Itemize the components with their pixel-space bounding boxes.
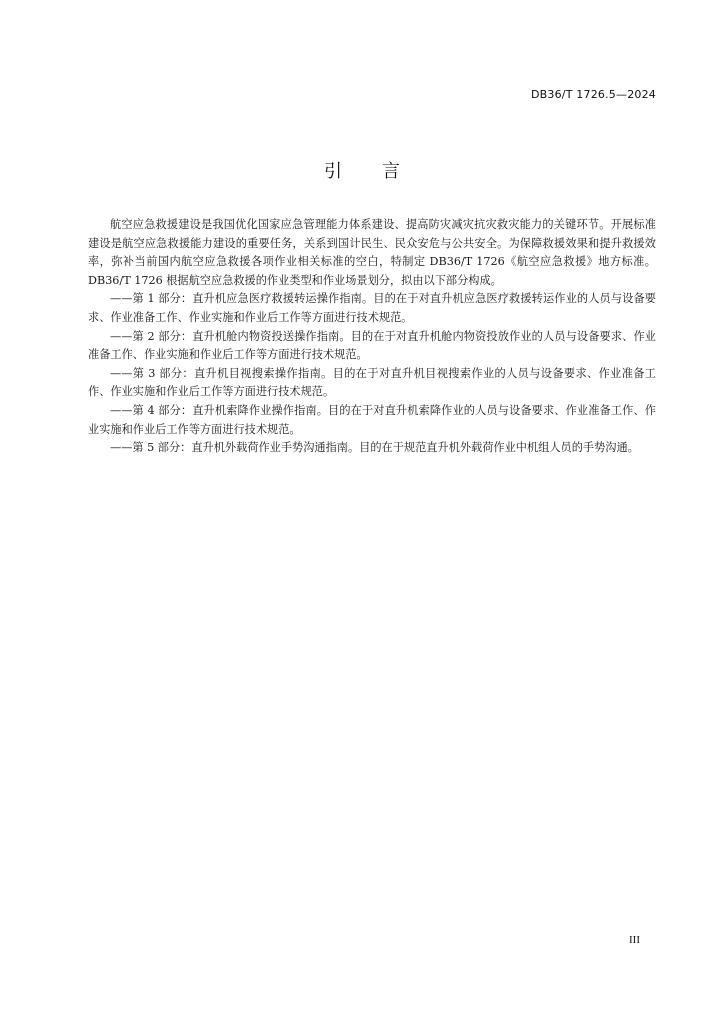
page-number: III (629, 934, 640, 946)
part-5-paragraph: ——第 5 部分：直升机外载荷作业手势沟通指南。目的在于规范直升机外载荷作业中机组人员的手势沟通。 (110, 441, 639, 455)
part-3-paragraph: ——第 3 部分：直升机目视搜索操作指南。目的在于对直升机目视搜索作业的人员与设备要求、作业准备工作、作业实施和作业后工作等方面进行技术规范。 (88, 366, 656, 399)
standard-code: DB36/T 1726.5—2024 (530, 88, 656, 101)
document-body (88, 216, 656, 458)
part-1-paragraph: ——第 1 部分：直升机应急医疗救援转运操作指南。目的在于对直升机应急医疗救援转运作业的人员与设备要求、作业准备工作、作业实施和作业后工作等方面进行技术规范。 (88, 292, 656, 324)
page-title: 引言 (324, 161, 440, 182)
part-4-paragraph: ——第 4 部分：直升机索降作业操作指南。目的在于对直升机索降作业的人员与设备要求、作业准备工作、作业实施和作业后工作等方面进行技术规范。 (88, 403, 656, 436)
intro-paragraph: 航空应急救援建设是我国优化国家应急管理能力体系建设、提高防灾减灾抗灾救灾能力的关键环节。开展标准建设是航空应急救援能力建设的重要任务，关系到国计民生、民众安危与公共安全。为保障救援效果和提升救援效率，弥补当前国内航空应急救援各项作业相关标准的空白，特制定 DB36/T 1726《航空应急救援》地方标准。DB36/T 1726 根据航空应急救援的作业类型和作业场景划分，拟由以下部分构成。 (88, 218, 656, 287)
part-2-paragraph: ——第 2 部分：直升机舱内物资投送操作指南。目的在于对直升机舱内物资投放作业的人员与设备要求、作业准备工作、作业实施和作业后工作等方面进行技术规范。 (88, 329, 656, 362)
